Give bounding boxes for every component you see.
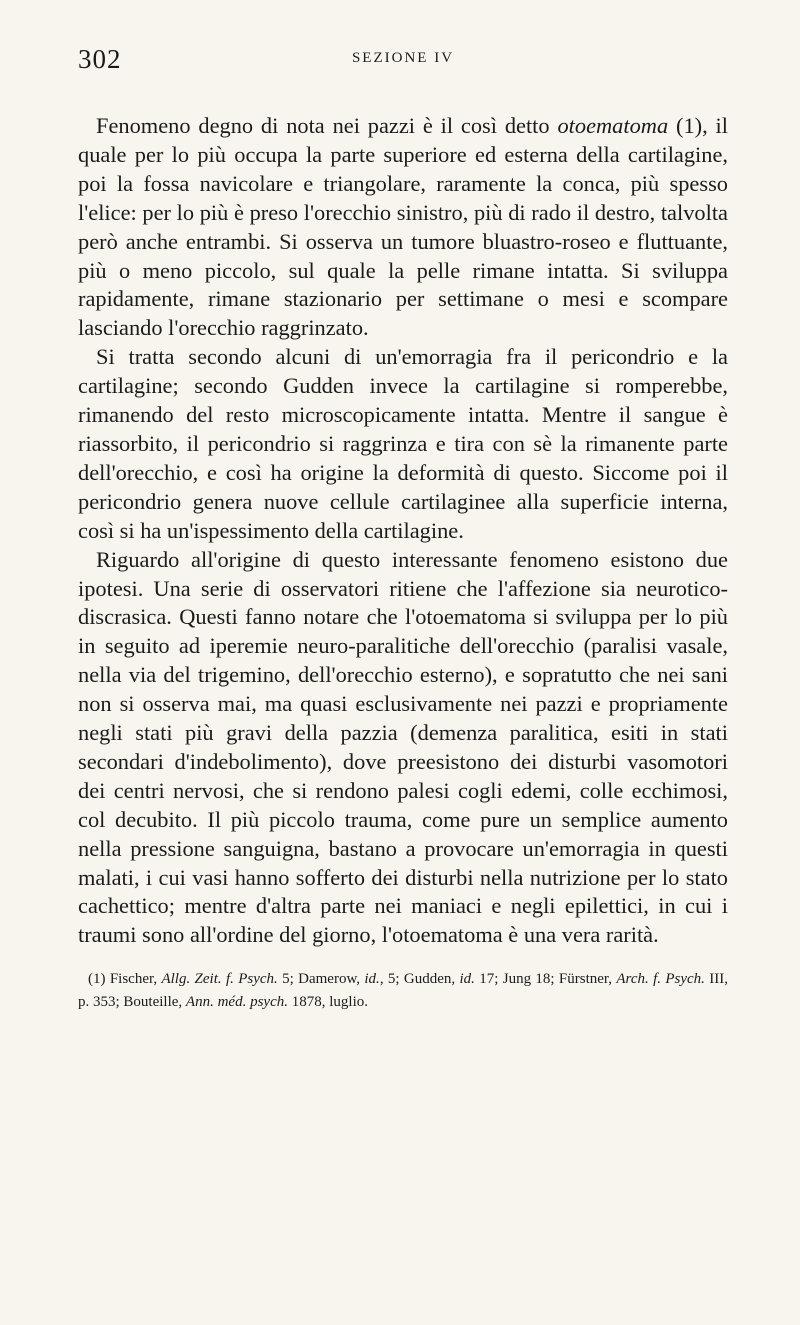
footnote-part: , 5; Gudden, bbox=[379, 971, 460, 988]
paragraph-2: Si tratta secondo alcuni di un'emorragia fra il pericondrio e la cartilagine; secondo Gudden invece la cartilagine si romperebbe, rimanendo del resto microscopicamente intatta. Mentre il sangue è riassorbito, il pericondrio si raggrinza e tira con sè la rimanente parte dell'orecchio, e così ha origine la deformità di questo. Siccome poi il pericondrio genera nuove cellule cartilaginee alla superficie interna, così si ha un'ispessimento della cartilagine. bbox=[78, 344, 728, 543]
paragraph-1-intro: Fenomeno degno di nota nei pazzi è il così detto bbox=[96, 113, 558, 138]
footnotes bbox=[78, 968, 728, 1014]
paragraph-1-rest: , il quale per lo più occupa la parte superiore ed esterna della cartilagine, poi la fossa navicolare e triangolare, raramente la conca, più spesso l'elice: per lo più è preso l'orecchio sinistro, più di rado il destro, talvolta però anche entrambi. Si osserva un tumore bluastro-roseo e fluttuante, più o meno piccolo, sul quale la pelle rimane intatta. Si sviluppa rapidamente, rimane stazionario per settimane o mesi e scompare lasciando l'orecchio raggrinzato. bbox=[78, 113, 728, 341]
footnote-part: id. bbox=[364, 971, 380, 988]
footnote-1 bbox=[78, 968, 728, 1014]
book-page bbox=[78, 40, 728, 1014]
running-head bbox=[78, 40, 728, 80]
otoematoma-term: otoematoma bbox=[557, 113, 669, 138]
footnote-part: Arch. f. Psych. bbox=[616, 971, 705, 988]
footnote-part: Fischer, bbox=[109, 971, 162, 988]
footnote-marker: (1) bbox=[88, 971, 110, 988]
paragraph-1 bbox=[78, 112, 728, 343]
footnote-part: 17; Jung 18; Fürstner, bbox=[474, 971, 617, 988]
footnote-reference: (1) bbox=[668, 113, 703, 138]
footnote-part: 5; Damerow, bbox=[277, 971, 365, 988]
footnote-part: id. bbox=[459, 971, 475, 988]
footnote-part: III, p. 353; Bouteille, bbox=[78, 971, 728, 1011]
paragraph-3: Riguardo all'origine di questo interessante fenomeno esistono due ipotesi. Una serie di osservatori ritiene che l'affezione sia neurotico-discrasica. Questi fanno notare che l'otoematoma si sviluppa per lo più in seguito ad iperemie neuro-paralitiche dell'orecchio (paralisi vasale, nella via del trigemino, dell'orecchio esterno), e sopratutto che nei sani non si osserva mai, ma quasi esclusivamente nei pazzi e propriamente negli stati più gravi della pazzia (demenza paralitica, esiti in stati secondari d'indebolimento), dove preesistono dei disturbi vasomotori dei centri nervosi, che si rendono palesi cogli edemi, colle ecchimosi, col decubito. Il più piccolo trauma, come pure un semplice aumento nella pressione sanguigna, bastano a provocare un'emorragia in questi malati, i cui vasi hanno sofferto dei disturbi nella nutrizione per lo stato cachettico; mentre d'altra parte nei maniaci e negli epilettici, in cui i traumi sono all'ordine del giorno, l'otoematoma è una vera rarità. bbox=[78, 546, 728, 948]
footnote-part: Allg. Zeit. f. Psych. bbox=[161, 971, 278, 988]
section-title: SEZIONE IV bbox=[351, 50, 455, 66]
body-text bbox=[78, 112, 728, 950]
footnote-part: Ann. méd. psych. bbox=[185, 994, 288, 1011]
page-number: 302 bbox=[78, 44, 122, 74]
footnote-part: 1878, luglio. bbox=[287, 994, 368, 1011]
